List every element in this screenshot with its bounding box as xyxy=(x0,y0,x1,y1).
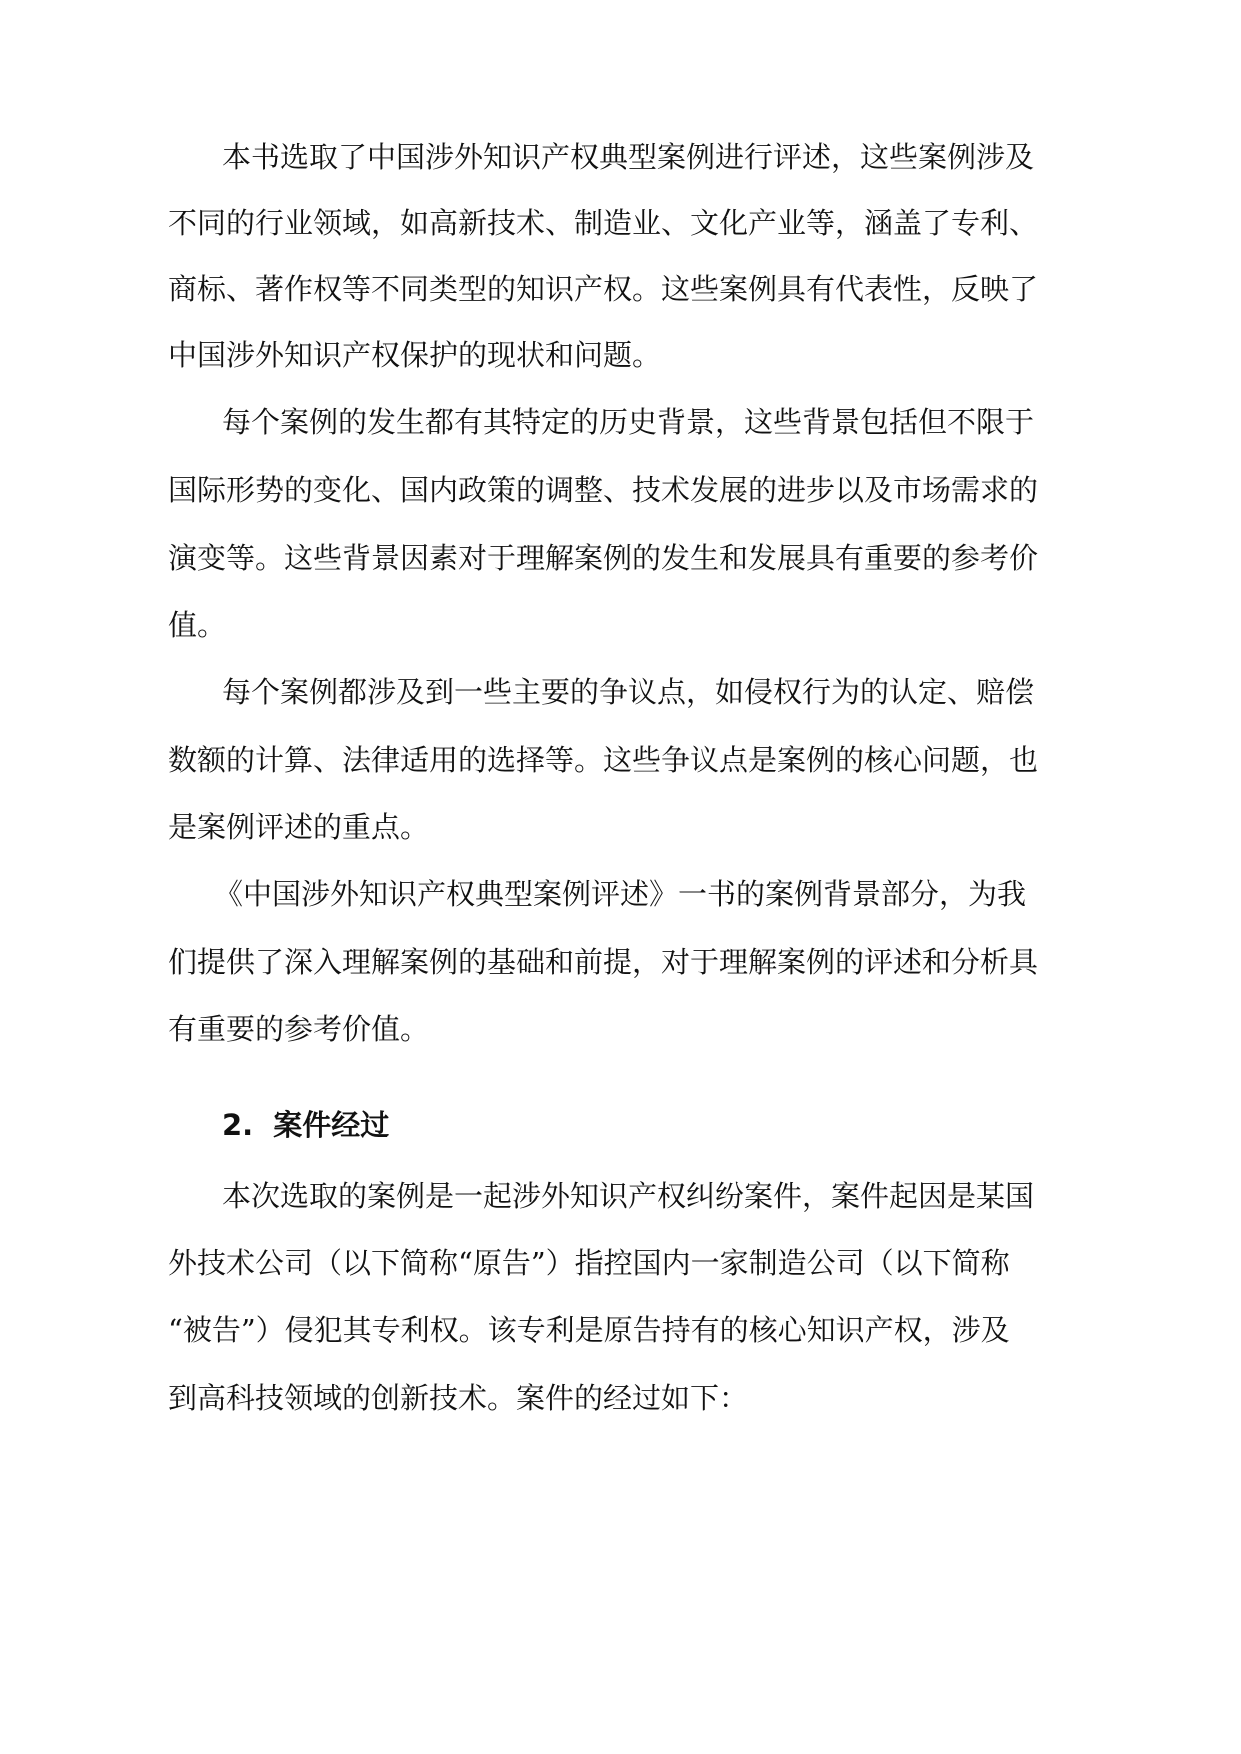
paragraph-4-line-1: 《中国涉外知识产权典型案例评述》一书的案例背景部分，为我 xyxy=(214,877,1027,911)
paragraph-1-line-3: 商标、著作权等不同类型的知识产权。这些案例具有代表性，反映了 xyxy=(168,272,1039,306)
paragraph-4-line-3: 有重要的参考价值。 xyxy=(168,1012,430,1046)
paragraph-2-line-1: 每个案例的发生都有其特定的历史背景，这些背景包括但不限于 xyxy=(222,405,1035,439)
section-heading xyxy=(222,1105,389,1145)
paragraph-2-line-4: 值。 xyxy=(168,608,227,642)
paragraph-3-line-1: 每个案例都涉及到一些主要的争议点，如侵权行为的认定、赔偿 xyxy=(222,675,1035,709)
paragraph-3-line-3: 是案例评述的重点。 xyxy=(168,810,430,844)
paragraph-1-line-4: 中国涉外知识产权保护的现状和问题。 xyxy=(168,338,662,372)
paragraph-1-line-2: 不同的行业领域，如高新技术、制造业、文化产业等，涵盖了专利、 xyxy=(168,206,1039,240)
paragraph-1-line-1: 本书选取了中国涉外知识产权典型案例进行评述，这些案例涉及 xyxy=(222,140,1035,174)
paragraph-4-line-2: 们提供了深入理解案例的基础和前提，对于理解案例的评述和分析具 xyxy=(168,945,1039,979)
paragraph-5-line-3: “被告”）侵犯其专利权。该专利是原告持有的核心知识产权，涉及 xyxy=(168,1313,1010,1347)
paragraph-2-line-3: 演变等。这些背景因素对于理解案例的发生和发展具有重要的参考价 xyxy=(168,541,1039,575)
section-heading-number: 2. xyxy=(222,1108,254,1142)
paragraph-5-line-1: 本次选取的案例是一起涉外知识产权纠纷案件，案件起因是某国 xyxy=(222,1179,1035,1213)
paragraph-5-line-2: 外技术公司（以下简称“原告”）指控国内一家制造公司（以下简称 xyxy=(168,1246,1010,1280)
paragraph-5-line-4: 到高科技领域的创新技术。案件的经过如下： xyxy=(168,1381,749,1415)
paragraph-3-line-2: 数额的计算、法律适用的选择等。这些争议点是案例的核心问题，也 xyxy=(168,743,1039,777)
paragraph-2-line-2: 国际形势的变化、国内政策的调整、技术发展的进步以及市场需求的 xyxy=(168,473,1039,507)
section-heading-title: 案件经过 xyxy=(273,1108,390,1142)
